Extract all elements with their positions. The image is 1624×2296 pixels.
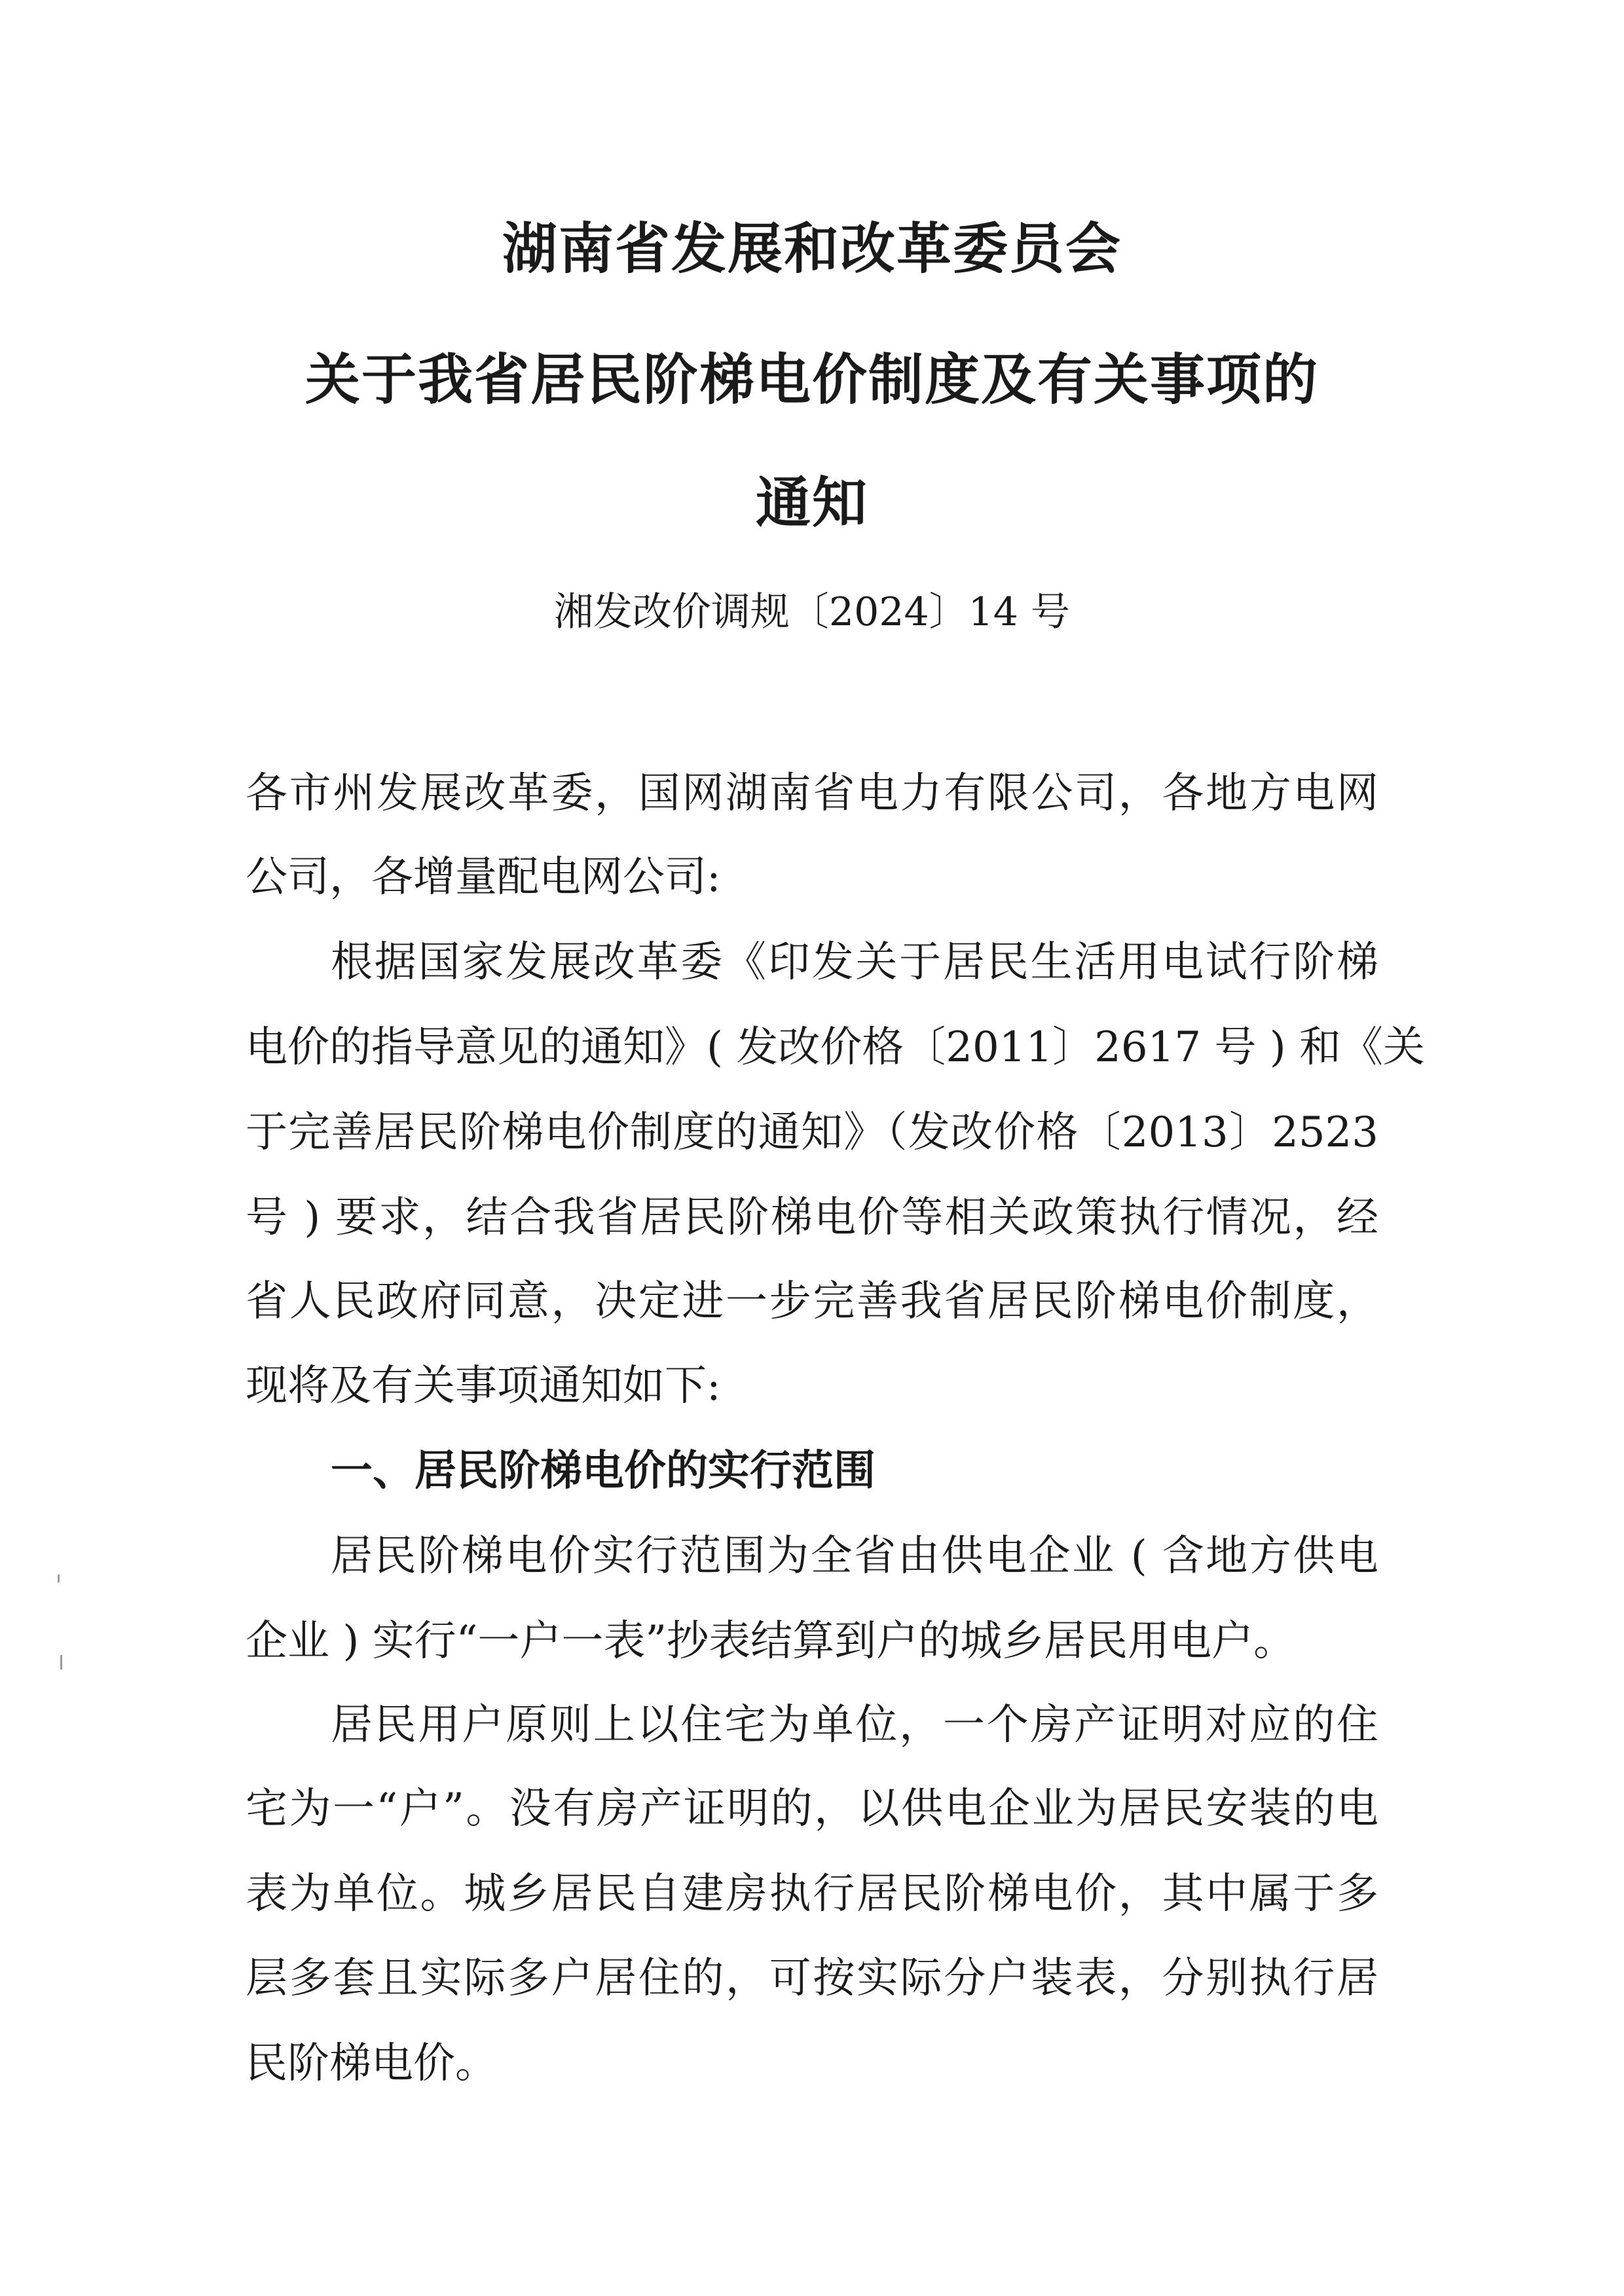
paragraph-1-line-1: 根据国家发展改革委《印发关于居民生活用电试行阶梯 (331, 938, 1378, 987)
paragraph-3-line-4: 层多套且实际多户居住的，可按实际分户装表，分别执行居 (246, 1954, 1378, 2003)
scan-speck (60, 1655, 62, 1669)
paragraph-2-line-1: 居民阶梯电价实行范围为全省由供电企业 ( 含地方供电 (331, 1532, 1378, 1580)
document-number: 湘发改价调规〔2024〕14 号 (553, 589, 1071, 635)
paragraph-1-line-5: 省人民政府同意，决定进一步完善我省居民阶梯电价制度， (246, 1277, 1378, 1326)
section-1-heading: 一、居民阶梯电价的实行范围 (331, 1447, 876, 1495)
paragraph-3-line-3: 表为单位。城乡居民自建房执行居民阶梯电价，其中属于多 (246, 1870, 1378, 1918)
paragraph-3-line-1: 居民用户原则上以住宅为单位，一个房产证明对应的住 (331, 1701, 1378, 1749)
paragraph-1-line-3: 于完善居民阶梯电价制度的通知》（发改价格〔2013〕2523 (246, 1108, 1378, 1157)
paragraph-2-line-2: 企业 ) 实行“一户一表”抄表结算到户的城乡居民用电户。 (246, 1617, 1296, 1666)
paragraph-3-line-2: 宅为一“户”。没有房产证明的，以供电企业为居民安装的电 (246, 1785, 1378, 1833)
title-line-1: 湖南省发展和改革委员会 (502, 217, 1122, 281)
paragraph-1-line-4: 号 ) 要求，结合我省居民阶梯电价等相关政策执行情况，经 (246, 1194, 1378, 1242)
title-line-2: 关于我省居民阶梯电价制度及有关事项的 (304, 348, 1319, 412)
title-line-3: 通知 (755, 471, 868, 535)
paragraph-1-line-2: 电价的指导意见的通知》( 发改价格〔2011〕2617 号 ) 和《关 (246, 1023, 1426, 1072)
paragraph-1-line-6: 现将及有关事项通知如下: (246, 1362, 721, 1410)
recipients-line-2: 公司，各增量配电网公司: (246, 853, 721, 902)
scan-speck (58, 1575, 60, 1582)
paragraph-3-line-5: 民阶梯电价。 (246, 2039, 497, 2088)
recipients-line-1: 各市州发展改革委，国网湖南省电力有限公司，各地方电网 (246, 769, 1378, 818)
